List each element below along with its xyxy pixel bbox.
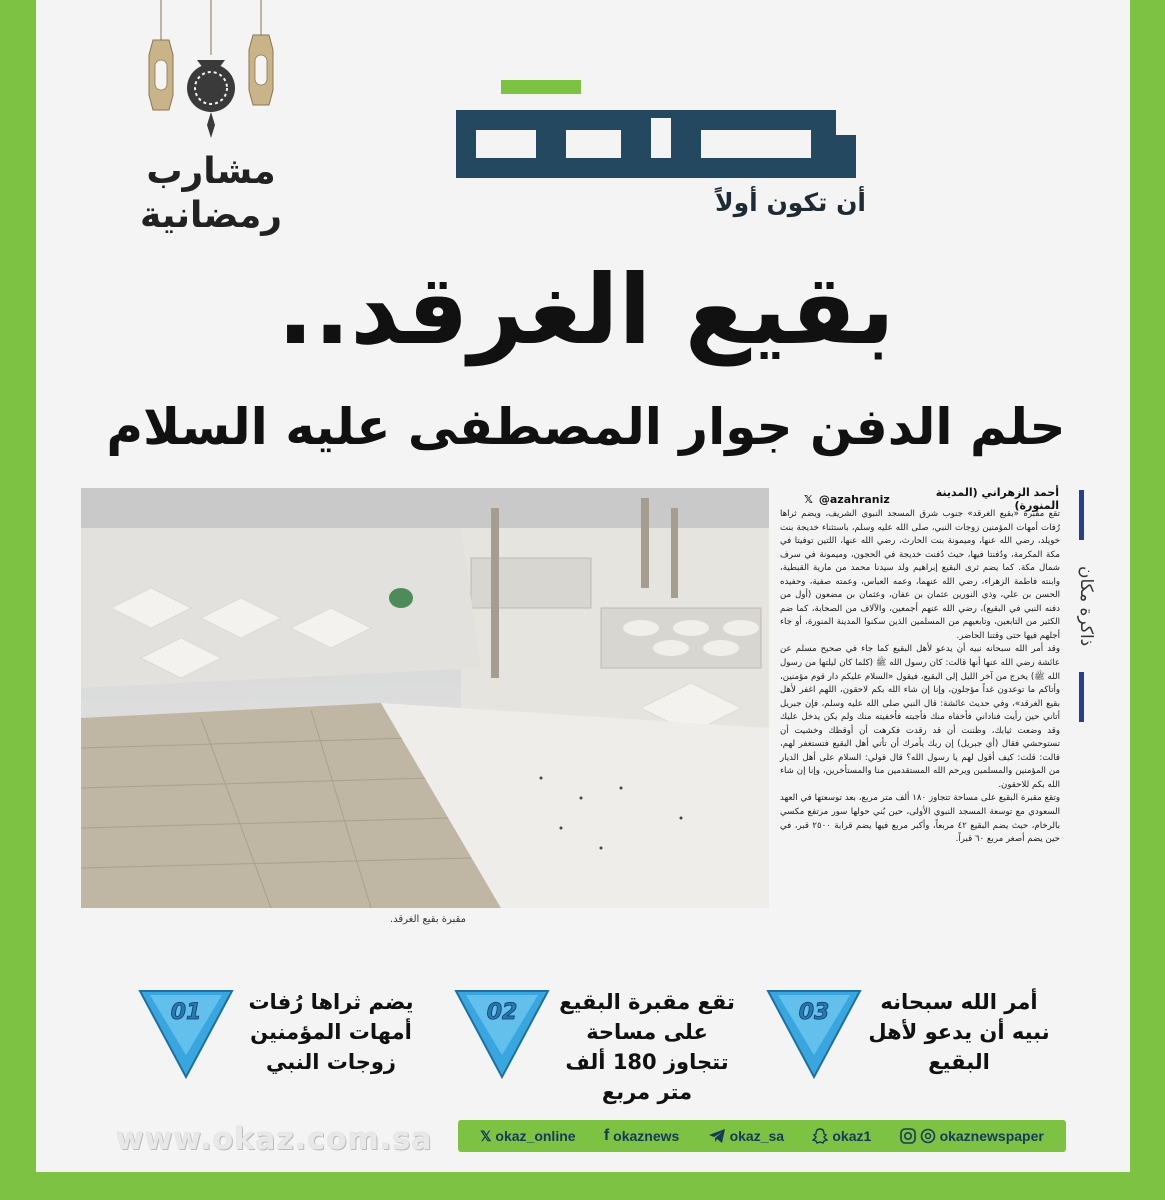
section-label: ذاكرة مكان: [1076, 565, 1096, 647]
social-telegram[interactable]: [708, 1128, 784, 1144]
author-name: أحمد الزهراني (المدينة المنورة): [935, 486, 1059, 512]
x-icon: 𝕏: [804, 492, 813, 506]
subheadline: حلم الدفن جوار المصطفى عليه السلام: [106, 398, 1066, 456]
fact-03: [764, 985, 1054, 1080]
section-badge-bottom: رمضانية: [139, 195, 283, 236]
threads-icon: [920, 1128, 936, 1144]
tagline: أن تكون أولاً: [715, 188, 866, 217]
fact-text: تقع مقبرة البقيع على مساحة تتجاوز 180 ألف متر مربع: [559, 990, 735, 1104]
telegram-icon: [708, 1128, 726, 1144]
okaz-logo: [416, 60, 876, 190]
ramadan-lanterns-icon: [131, 0, 291, 145]
author-handle[interactable]: @azahraniz: [818, 492, 890, 506]
snapchat-handle: okaz1: [832, 1128, 872, 1144]
social-facebook[interactable]: [604, 1127, 679, 1145]
photo-caption: مقبرة بقيع الغرقد.: [389, 914, 466, 925]
paragraph: وقد أمر الله سبحانه نبيه أن يدعو لأهل البقيع كما جاء في صحيح مسلم عن عائشة رضي الله عنها أنها قالت: كان رسول الله ﷺ (كلما كان ليلتها من رسول الله ﷺ) يخرج من آخر الليل إلى البقيع، فيقول «السلام عليكم دار قوم مؤمنين، وأتاكم ما توعدون غداً مؤجلون، وإنا إن شاء الله بكم لاحقون، اللهم اغفر لأهل بقيع الغرقد»، وفي حديث عائشة: قال النبي صلى الله عليه وسلم، فإن جبريل أتاني حين رأيت فناداني فأخفاه منك فأجبته فأخفيته منك ولم يكن يدخل عليك وقد وضعت ثيابك، وظننت أن قد رقدت فكرهت أن أوقظك وخشيت أن تستوحشي فقال (أي جبريل) إن ربك يأمرك أن تأتي أهل البقيع فتستغفر لهم، قالت: قلت: كيف أقول لهم يا رسول الله؟ قال قولي: السلام على أهل الديار من المؤمنين والمسلمين ويرحم الله المستقدمين منا والمستأخرين، وإنا إن شاء الله بكم للاحقون.: [780, 644, 1060, 790]
snapchat-icon: [812, 1128, 828, 1144]
x-handle: okaz_online: [495, 1128, 576, 1144]
section-bar-bottom: [1079, 672, 1084, 722]
triangle-icon: [136, 985, 236, 1080]
social-instagram-threads[interactable]: [900, 1128, 1044, 1144]
article-body: [780, 508, 1060, 847]
instagram-icon: [900, 1128, 916, 1144]
baqi-aerial-photo: [81, 488, 769, 908]
fact-text: أمر الله سبحانه نبيه أن يدعو لأهل البقيع: [868, 990, 1050, 1074]
triangle-icon: [764, 985, 864, 1080]
fact-number: 02: [486, 1000, 518, 1025]
fact-number: 03: [798, 1000, 830, 1025]
fact-number: 01: [170, 1000, 202, 1025]
facebook-handle: okaznews: [613, 1128, 680, 1144]
section-badge-top: مشارب: [146, 151, 276, 192]
section-badge: [116, 150, 306, 238]
fact-01: [136, 985, 426, 1080]
social-bar: [458, 1120, 1066, 1152]
fact-02: [452, 985, 742, 1104]
section-bar-top: [1079, 490, 1084, 540]
paragraph: وتقع مقبرة البقيع على مساحة تتجاوز ١٨٠ ألف متر مربع، بعد توسعتها في العهد السعودي مع توسعة المسجد النبوي الأولى، حين بُني حولها سور مرتفع مكسي بالرخام، حيث يضم البقيع ٤٢ مربعاً، وأكبر مربع فيها يضم قرابة ٢٥٠٠ قبر، في حين يضم أصغر مربع ٦٠ قبراً.: [780, 793, 1060, 845]
fact-text: يضم ثراها رُفات أمهات المؤمنين زوجات النبي: [248, 990, 414, 1074]
social-x[interactable]: [480, 1128, 575, 1145]
triangle-icon: [452, 985, 552, 1080]
website-url[interactable]: www.okaz.com.sa: [116, 1121, 433, 1157]
x-icon: 𝕏: [480, 1127, 492, 1144]
facebook-icon: f: [603, 1127, 610, 1144]
telegram-handle: okaz_sa: [729, 1128, 785, 1144]
instagram-handle: okaznewspaper: [939, 1128, 1044, 1144]
headline: بقيع الغرقد..: [277, 254, 895, 366]
paragraph: تقع مقبرة «بقيع الغرقد» جنوب شرق المسجد النبوي الشريف، ويضم ثراها رُفات أمهات المؤمنين زوجات النبي، صلى الله عليه وسلم، باستثناء خديجة بنت خويلد، رضي الله عنها، وميمونة بنت الحارث، رضي الله عنها، اللتين توفيتا في مكة المكرمة، ودُفنتا فيها، حيث دُفنت خديجة في الحجون، وميمونة في سرف شمال مكة. كما يضم ثرى البقيع إبراهيم ولد سيدنا محمد من مارية القبطية، وابنته فاطمة الزهراء، رضي الله عنهما، وعمه العباس، وعمته صفية، وحفيده الحسن بن علي، وذي النورين عثمان بن عفان، وعثمان بن مضعون (أول من دفنه النبي في البقيع)، رضي الله عنهم أجمعين، والآلاف من الصحابة، كما ضم الكثير من التابعين، وتابعيهم من المسلمين الذين سكنوا المدينة المنورة، أو جاء أجلهم فيها حتى وقتنا الحاضر.: [780, 509, 1060, 641]
social-snapchat[interactable]: [812, 1128, 871, 1144]
newspaper-page: [36, 0, 1130, 1172]
